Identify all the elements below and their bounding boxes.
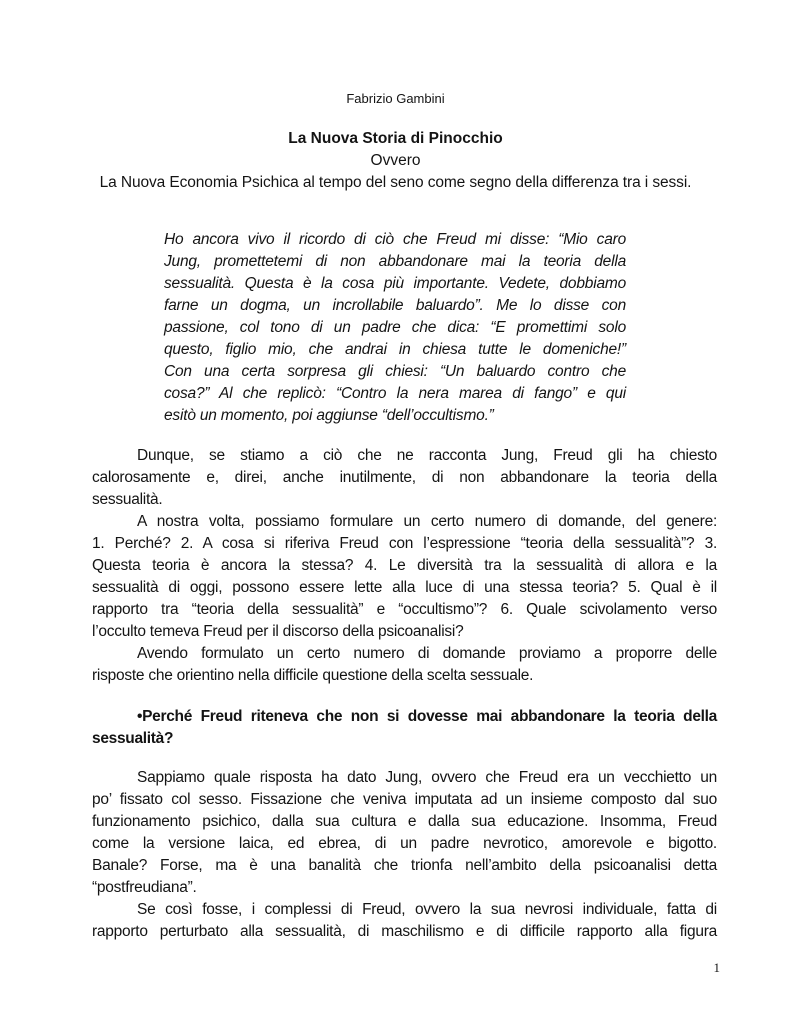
epigraph-line: farne un dogma, un incrollabile baluardo”. Me lo disse con <box>164 297 626 314</box>
document-subtitle: Ovvero <box>370 152 421 169</box>
text-line: Dunque, se stiamo a ciò che ne racconta Jung, Freud gli ha chiesto <box>137 447 717 464</box>
epigraph-line: questo, figlio mio, che andrai in chiesa tutte le domeniche!” <box>164 341 626 358</box>
epigraph-line: esitò un momento, poi aggiunse “dell’occultismo.” <box>164 407 494 424</box>
text-line: po’ fissato col sesso. Fissazione che veniva imputata ad un insieme composto dal suo <box>92 791 717 808</box>
author-name: Fabrizio Gambini <box>346 91 445 106</box>
text-line: calorosamente e, direi, anche inutilmente, di non abbandonare la teoria della <box>92 469 717 486</box>
document-subtitle-line2: La Nuova Economia Psichica al tempo del seno come segno della differenza tra i sessi. <box>99 174 692 191</box>
text-line: rapporto tra “teoria della sessualità” e “occultismo”? 6. Quale scivolamento verso <box>92 601 717 618</box>
epigraph-line: passione, col tono di un padre che dica: “E promettimi solo <box>164 319 626 336</box>
text-line: Questa teoria è ancora la stessa? 4. Le diversità tra la sessualità di allora e la <box>92 557 717 574</box>
text-line: Sappiamo quale risposta ha dato Jung, ovvero che Freud era un vecchietto un <box>137 769 717 786</box>
epigraph-line: sessualità. Questa è la cosa più importante. Vedete, dobbiamo <box>164 275 626 292</box>
text-line: l’occulto temeva Freud per il discorso della psicoanalisi? <box>92 623 464 640</box>
section-heading-line: •Perché Freud riteneva che non si dovesse mai abbandonare la teoria della <box>137 708 717 725</box>
epigraph-line: Ho ancora vivo il ricordo di ciò che Freud mi disse: “Mio caro <box>164 231 626 248</box>
text-line: Banale? Forse, ma è una banalità che trionfa nell’ambito della psicoanalisi detta <box>92 857 717 874</box>
text-line: Se così fosse, i complessi di Freud, ovvero la sua nevrosi individuale, fatta di <box>137 901 717 918</box>
epigraph-line: Con una certa sorpresa gli chiesi: “Un baluardo contro che <box>164 363 626 380</box>
text-line: A nostra volta, possiamo formulare un certo numero di domande, del genere: <box>137 513 717 530</box>
document-title: La Nuova Storia di Pinocchio <box>288 130 503 147</box>
epigraph-line: cosa?” Al che replicò: “Contro la nera marea di fango” e qui <box>164 385 626 402</box>
text-line: sessualità di oggi, possono essere lette alla luce di una stessa teoria? 5. Qual è il <box>92 579 717 596</box>
text-line: rapporto perturbato alla sessualità, di maschilismo e di difficile rapporto alla figura <box>92 923 717 940</box>
text-line: 1. Perché? 2. A cosa si riferiva Freud con l’espressione “teoria della sessualità”? 3. <box>92 535 717 552</box>
text-line: risposte che orientino nella difficile questione della scelta sessuale. <box>92 667 534 684</box>
text-line: sessualità. <box>92 491 163 508</box>
text-line: Avendo formulato un certo numero di domande proviamo a proporre delle <box>137 645 717 662</box>
epigraph-line: Jung, promettetemi di non abbandonare mai la teoria della <box>164 253 626 270</box>
page-number: 1 <box>713 960 720 975</box>
text-line: funzionamento psichico, dalla sua cultura e dalla sua educazione. Insomma, Freud <box>92 813 717 830</box>
text-line: “postfreudiana”. <box>92 879 197 896</box>
section-heading-line: sessualità? <box>92 730 174 747</box>
text-line: come la versione laica, ed ebrea, di un padre nevrotico, amorevole e bigotto. <box>92 835 717 852</box>
